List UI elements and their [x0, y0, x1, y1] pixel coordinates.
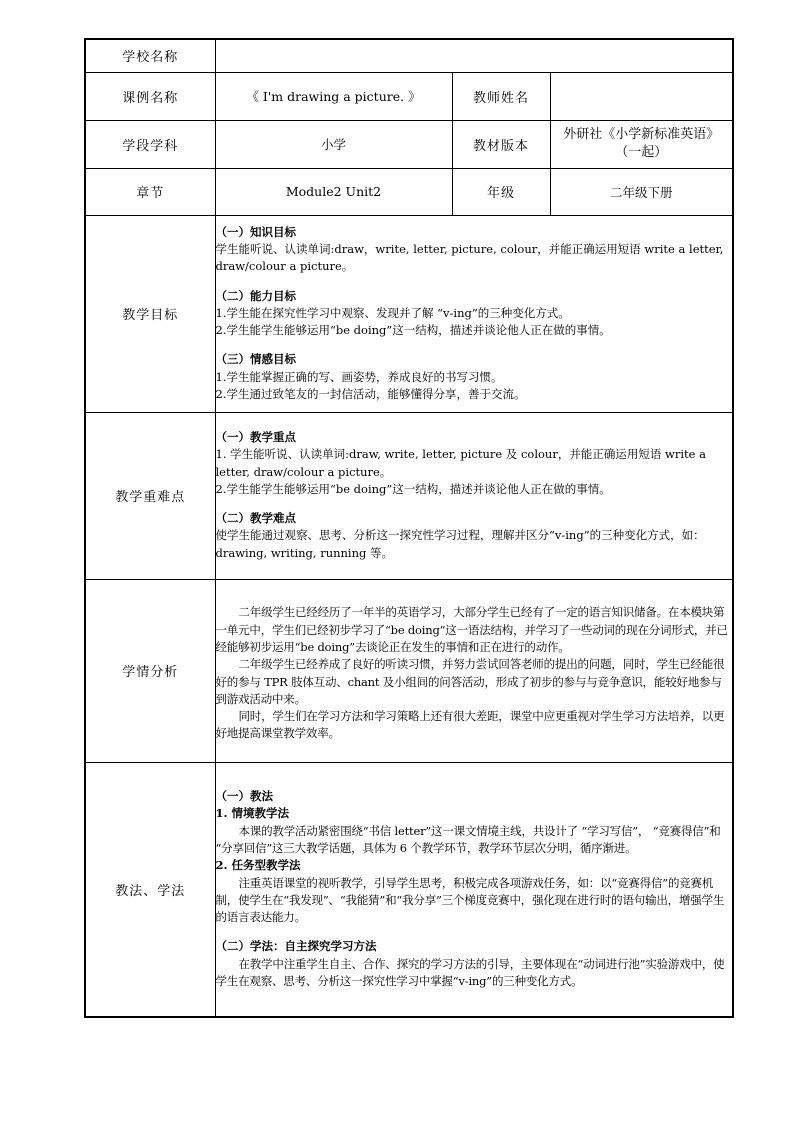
grade-value: 二年级下册 [550, 168, 733, 215]
objectives-content [215, 215, 733, 412]
ability-goal-2: 2.学生能学生能够运用“be doing”这一结构，描述并谈论他人正在做的事情。 [215, 323, 611, 338]
methods-content [215, 762, 733, 1017]
key-point-2: 2.学生能学生能够运用“be doing”这一结构，描述并谈论他人正在做的事情。 [215, 481, 611, 496]
textbook-version-value: 外研社《小学新标准英语》（一起） [550, 120, 733, 168]
grade-label: 年级 [452, 168, 550, 215]
analysis-paragraph-3: 同时，学生们在学习方法和学习策略上还有很大差距，课堂中应更重视对学生学习方法培养，以更好地提高课堂教学效率。 [215, 709, 725, 741]
row-school [85, 39, 733, 72]
row-stage [85, 120, 733, 168]
chapter-label: 章节 [85, 168, 215, 215]
objectives-label: 教学目标 [85, 215, 215, 412]
stage-subject-value: 小学 [215, 120, 452, 168]
ability-goal-title: （二）能力目标 [215, 288, 296, 303]
row-analysis [85, 579, 733, 762]
emotion-goal-title: （三）情感目标 [215, 352, 296, 367]
situational-method-title: 1. 情境教学法 [215, 806, 290, 821]
difficult-point-title: （二）教学难点 [215, 511, 296, 526]
lesson-name-value: 《 I'm drawing a picture. 》 [215, 72, 452, 120]
ability-goal-1: 1.学生能在探究性学习中观察、发现并了解 “v-ing”的三种变化方式。 [215, 305, 570, 320]
difficult-point-text: 使学生能通过观察、思考、分析这一探究性学习过程，理解并区分“v-ing”的三种变化方式，如：drawing, writing, running 等。 [215, 528, 705, 560]
teaching-method-title: （一）教法 [215, 789, 273, 804]
lesson-plan-table [84, 38, 734, 1018]
learning-method-title: （二）学法：自主探究学习方法 [215, 939, 377, 954]
knowledge-goal-text: 学生能听说、认读单词:draw，write, letter, picture, colour，并能正确运用短语 write a letter, draw/colour a picture。 [215, 241, 724, 274]
emotion-goal-2: 2.学生通过致笔友的一封信活动，能够懂得分享，善于交流。 [215, 387, 526, 402]
keypoints-label: 教学重难点 [85, 412, 215, 579]
row-keypoints [85, 412, 733, 579]
row-lesson [85, 72, 733, 120]
knowledge-goal-title: （一）知识目标 [215, 224, 296, 239]
row-methods [85, 762, 733, 1017]
analysis-content [215, 579, 733, 762]
school-name-label: 学校名称 [85, 39, 215, 72]
key-point-title: （一）教学重点 [215, 429, 296, 444]
task-method-title: 2. 任务型教学法 [215, 858, 301, 873]
stage-subject-label: 学段学科 [85, 120, 215, 168]
analysis-paragraph-1: 二年级学生已经经历了一年半的英语学习，大部分学生已经有了一定的语言知识储备。在本模块第一单元中，学生们已经初步学习了“be doing”这一语法结构，并学习了一些动词的现在分词形式，并已经能够初步运用“be doing”去谈论正在发生的事情和正在进行的动作。 [215, 605, 728, 654]
analysis-label: 学情分析 [85, 579, 215, 762]
chapter-value: Module2 Unit2 [215, 168, 452, 215]
textbook-version-label: 教材版本 [452, 120, 550, 168]
row-objectives [85, 215, 733, 412]
methods-label: 教法、学法 [85, 762, 215, 1017]
row-chapter [85, 168, 733, 215]
emotion-goal-1: 1.学生能掌握正确的写、画姿势，养成良好的书写习惯。 [215, 369, 503, 384]
task-method-text: 注重英语课堂的视听教学，引导学生思考，积极完成各项游戏任务，如：以“竞赛得信”的竞赛机制，使学生在“我发现”、“我能猜”和“我分享”三个梯度竞赛中，强化现在进行时的语句输出，增强学生的语言表达能力。 [215, 875, 725, 925]
situational-method-text: 本课的教学活动紧密围绕“书信 letter”这一课文情境主线，共设计了 “学习写信”， “竞赛得信”和 “分享回信”这三大教学话题，具体为 6 个教学环节，教学环节层次分明，循序渐进。 [215, 823, 721, 855]
lesson-name-label: 课例名称 [85, 72, 215, 120]
analysis-paragraph-2: 二年级学生已经养成了良好的听读习惯，并努力尝试回答老师的提出的问题，同时，学生已经能很好的参与 TPR 肢体互动、chant 及小组间的问答活动，形成了初步的参与与竞争意识，能较好地参与到游戏活动中来。 [215, 657, 725, 706]
teacher-name-value [550, 72, 733, 120]
school-name-value [215, 39, 733, 72]
keypoints-content [215, 412, 733, 579]
learning-method-text: 在教学中注重学生自主、合作、探究的学习方法的引导，主要体现在“动词进行池”实验游戏中，使学生在观察、思考、分析这一探究性学习中掌握“v-ing”的三种变化方式。 [215, 956, 725, 989]
key-point-1: 1. 学生能听说、认读单词:draw, write, letter, picture 及 colour，并能正确运用短语 write a letter, draw/colour a picture。 [215, 447, 706, 479]
teacher-name-label: 教师姓名 [452, 72, 550, 120]
